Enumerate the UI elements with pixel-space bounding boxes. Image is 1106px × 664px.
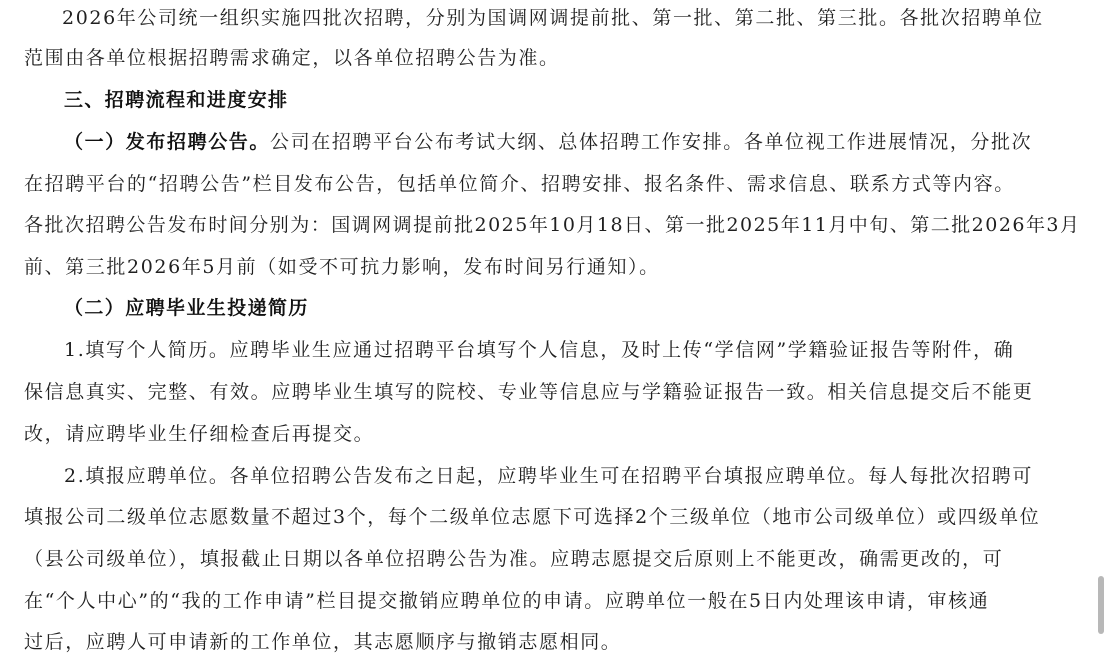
subsection-heading: （二）应聘毕业生投递简历 bbox=[64, 297, 309, 319]
paragraph-line: 在招聘平台的“招聘公告”栏目发布公告，包括单位简介、招聘安排、报名条件、需求信息、联系方式等内容。 bbox=[24, 173, 1015, 195]
paragraph-line: 在“个人中心”的“我的工作申请”栏目提交撤销应聘单位的申请。应聘单位一般在5日内处理该申请，审核通 bbox=[24, 590, 990, 612]
vertical-scrollbar-thumb[interactable] bbox=[1098, 576, 1104, 634]
paragraph-line: 过后，应聘人可申请新的工作单位，其志愿顺序与撤销志愿相同。 bbox=[24, 631, 622, 653]
paragraph-line: 范围由各单位根据招聘需求确定，以各单位招聘公告为准。 bbox=[24, 47, 560, 69]
paragraph-line: 保信息真实、完整、有效。应聘毕业生填写的院校、专业等信息应与学籍验证报告一致。相关信息提交后不能更 bbox=[24, 381, 1034, 403]
paragraph-line: 前、第三批2026年5月前（如受不可抗力影响，发布时间另行通知）。 bbox=[24, 256, 660, 278]
paragraph-line bbox=[64, 128, 1032, 156]
paragraph-line: 1.填写个人简历。应聘毕业生应通过招聘平台填写个人信息，及时上传“学信网”学籍验证报告等附件，确 bbox=[64, 339, 1015, 361]
paragraph-text: 公司在招聘平台公布考试大纲、总体招聘工作安排。各单位视工作进展情况，分批次 bbox=[270, 131, 1033, 153]
subsection-lead: （一）发布招聘公告。 bbox=[64, 131, 271, 153]
paragraph-line: 2026年公司统一组织实施四批次招聘，分别为国调网调提前批、第一批、第二批、第三批。各批次招聘单位 bbox=[62, 7, 1044, 29]
paragraph-line: 填报公司二级单位志愿数量不超过3个，每个二级单位志愿下可选择2个三级单位（地市公司级单位）或四级单位 bbox=[24, 506, 1041, 528]
paragraph-line: 各批次招聘公告发布时间分别为：国调网调提前批2025年10月18日、第一批2025年11月中旬、第二批2026年3月 bbox=[24, 214, 1081, 236]
section-heading: 三、招聘流程和进度安排 bbox=[64, 89, 289, 111]
paragraph-line: 2.填报应聘单位。各单位招聘公告发布之日起，应聘毕业生可在招聘平台填报应聘单位。每人每批次招聘可 bbox=[64, 465, 1033, 487]
paragraph-line: 改，请应聘毕业生仔细检查后再提交。 bbox=[24, 423, 375, 445]
paragraph-line: （县公司级单位），填报截止日期以各单位招聘公告为准。应聘志愿提交后原则上不能更改，确需更改的，可 bbox=[24, 548, 1004, 570]
